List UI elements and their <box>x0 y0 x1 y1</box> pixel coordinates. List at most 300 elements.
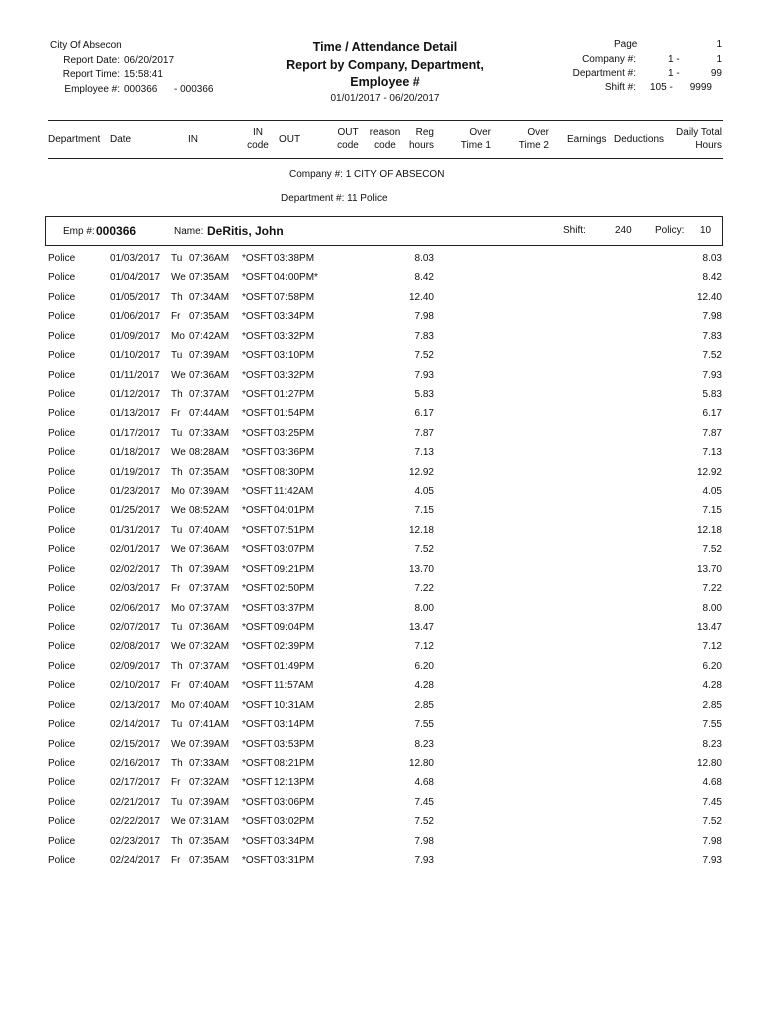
cell-in-code: *OSFT <box>242 816 273 828</box>
cell-in-code: *OSFT <box>242 524 273 536</box>
date-range: 01/01/2017 - 06/20/2017 <box>330 93 440 104</box>
cell-out-time: 07:58PM <box>274 291 315 303</box>
cell-reg-hours: 8.03 <box>414 253 434 264</box>
cell-out-time: 03:10PM <box>274 350 315 362</box>
table-row <box>0 797 768 816</box>
table-row <box>0 758 768 777</box>
cell-department: Police <box>48 660 76 672</box>
cell-reg-hours: 7.45 <box>414 796 434 808</box>
cell-in-time: 08:28AM <box>189 447 230 459</box>
cell-in-code: *OSFT <box>242 330 273 342</box>
cell-day: Tu <box>171 350 183 362</box>
cell-in-code: *OSFT <box>242 427 273 439</box>
cell-date: 01/04/2017 <box>110 272 161 284</box>
cell-day: We <box>171 505 186 517</box>
col-in-code: IN code <box>247 127 269 151</box>
cell-date: 02/06/2017 <box>110 602 161 614</box>
col-overtime-1: Over Time 1 <box>460 127 491 151</box>
employee-header-box <box>45 216 723 246</box>
cell-department: Police <box>48 680 76 692</box>
cell-date: 01/06/2017 <box>110 311 161 323</box>
cell-date: 02/21/2017 <box>110 796 161 808</box>
emp-policy: 10 <box>700 225 712 236</box>
cell-date: 01/05/2017 <box>110 291 161 303</box>
cell-daily-total: 7.52 <box>702 816 722 828</box>
cell-department: Police <box>48 272 76 284</box>
employee-range-to: - 000366 <box>174 84 214 95</box>
cell-in-time: 07:39AM <box>189 563 230 575</box>
cell-in-time: 07:39AM <box>189 796 230 808</box>
cell-in-time: 07:40AM <box>189 524 230 536</box>
cell-in-time: 07:44AM <box>189 408 230 420</box>
cell-date: 01/18/2017 <box>110 447 161 459</box>
cell-in-time: 07:35AM <box>189 466 230 478</box>
cell-out-time: 03:25PM <box>274 427 315 439</box>
cell-out-time: 01:49PM <box>274 660 315 672</box>
cell-day: We <box>171 738 186 750</box>
organization-name: City Of Absecon <box>50 40 122 51</box>
cell-daily-total: 7.22 <box>702 583 722 595</box>
cell-in-code: *OSFT <box>242 505 273 517</box>
shift-range-to: 9999 <box>689 82 712 93</box>
cell-date: 02/07/2017 <box>110 621 161 633</box>
cell-day: Fr <box>171 680 181 692</box>
cell-in-time: 08:52AM <box>189 505 230 517</box>
cell-reg-hours: 12.92 <box>408 466 434 478</box>
cell-date: 02/17/2017 <box>110 777 161 789</box>
cell-date: 02/02/2017 <box>110 563 161 575</box>
cell-in-time: 07:40AM <box>189 699 230 711</box>
cell-reg-hours: 6.20 <box>414 660 434 672</box>
cell-daily-total: 7.52 <box>702 350 722 362</box>
page-number: 1 <box>716 39 722 50</box>
cell-reg-hours: 7.13 <box>414 447 434 459</box>
cell-in-time: 07:31AM <box>189 816 230 828</box>
report-title: Time / Attendance Detail <box>312 40 458 54</box>
cell-date: 02/15/2017 <box>110 738 161 750</box>
cell-department: Police <box>48 777 76 789</box>
cell-department: Police <box>48 369 76 381</box>
table-row <box>0 816 768 835</box>
cell-out-time: 03:53PM <box>274 738 315 750</box>
cell-reg-hours: 7.98 <box>414 835 434 847</box>
cell-in-code: *OSFT <box>242 466 273 478</box>
cell-daily-total: 7.13 <box>702 447 722 459</box>
cell-in-code: *OSFT <box>242 660 273 672</box>
table-row <box>0 505 768 524</box>
cell-reg-hours: 7.52 <box>414 350 434 362</box>
cell-reg-hours: 12.40 <box>408 291 434 303</box>
cell-daily-total: 7.45 <box>702 796 722 808</box>
table-row <box>0 428 768 447</box>
table-row <box>0 622 768 641</box>
cell-daily-total: 12.18 <box>696 524 722 536</box>
cell-out-time: 03:32PM <box>274 330 315 342</box>
cell-daily-total: 7.83 <box>702 330 722 342</box>
col-deductions: Deductions <box>614 134 665 145</box>
company-range-label: Company #: <box>582 54 636 65</box>
cell-in-time: 07:37AM <box>189 583 230 595</box>
company-range-to: 1 <box>716 54 722 65</box>
cell-daily-total: 8.03 <box>702 253 722 264</box>
cell-in-code: *OSFT <box>242 350 273 362</box>
cell-day: Th <box>171 757 183 769</box>
cell-day: We <box>171 816 186 828</box>
cell-department: Police <box>48 757 76 769</box>
table-row <box>0 486 768 505</box>
cell-daily-total: 7.98 <box>702 311 722 323</box>
cell-in-time: 07:32AM <box>189 777 230 789</box>
cell-date: 02/24/2017 <box>110 855 161 867</box>
cell-day: Tu <box>171 427 183 439</box>
col-out: OUT <box>279 134 301 145</box>
cell-reg-hours: 7.55 <box>414 719 434 731</box>
cell-day: Tu <box>171 719 183 731</box>
cell-in-time: 07:37AM <box>189 602 230 614</box>
cell-out-time: 09:04PM <box>274 621 315 633</box>
cell-department: Police <box>48 486 76 498</box>
table-row <box>0 292 768 311</box>
cell-reg-hours: 7.93 <box>414 369 434 381</box>
cell-in-code: *OSFT <box>242 738 273 750</box>
col-reason-code: reason code <box>369 127 401 151</box>
cell-day: Fr <box>171 855 181 867</box>
cell-in-time: 07:39AM <box>189 738 230 750</box>
cell-in-code: *OSFT <box>242 272 273 284</box>
cell-reg-hours: 12.80 <box>408 757 434 769</box>
emp-shift-label: Shift: <box>563 225 586 236</box>
cell-date: 02/01/2017 <box>110 544 161 556</box>
cell-in-time: 07:36AM <box>189 544 230 556</box>
cell-reg-hours: 7.52 <box>414 816 434 828</box>
cell-daily-total: 6.17 <box>702 408 722 420</box>
cell-out-time: 08:21PM <box>274 757 315 769</box>
cell-reg-hours: 7.12 <box>414 641 434 653</box>
cell-date: 01/31/2017 <box>110 524 161 536</box>
cell-daily-total: 6.20 <box>702 660 722 672</box>
cell-in-time: 07:33AM <box>189 757 230 769</box>
emp-name-label: Name: <box>174 226 204 237</box>
col-reg-hours: Reg hours <box>408 127 434 151</box>
cell-in-code: *OSFT <box>242 757 273 769</box>
cell-date: 02/22/2017 <box>110 816 161 828</box>
cell-out-time: 04:01PM <box>274 505 315 517</box>
cell-daily-total: 12.40 <box>696 291 722 303</box>
emp-number: 000366 <box>96 224 137 238</box>
shift-range-from: 105 - <box>650 82 673 93</box>
employee-range-from: 000366 <box>124 84 158 95</box>
page-label: Page <box>614 39 638 50</box>
cell-out-time: 08:30PM <box>274 466 315 478</box>
cell-in-time: 07:36AM <box>189 253 230 264</box>
cell-reg-hours: 4.68 <box>414 777 434 789</box>
col-earnings: Earnings <box>567 134 607 145</box>
cell-date: 02/14/2017 <box>110 719 161 731</box>
table-row <box>0 311 768 330</box>
cell-date: 01/12/2017 <box>110 388 161 400</box>
cell-date: 01/11/2017 <box>110 369 160 381</box>
cell-in-code: *OSFT <box>242 544 273 556</box>
cell-in-code: *OSFT <box>242 699 273 711</box>
cell-day: We <box>171 447 186 459</box>
cell-out-time: 04:00PM* <box>274 272 318 284</box>
cell-daily-total: 7.55 <box>702 719 722 731</box>
col-department: Department <box>48 134 101 145</box>
cell-daily-total: 13.47 <box>696 621 722 633</box>
table-row <box>0 350 768 369</box>
cell-date: 01/03/2017 <box>110 253 161 264</box>
department-range-label: Department #: <box>572 68 636 79</box>
cell-reg-hours: 8.23 <box>414 738 434 750</box>
cell-out-time: 03:31PM <box>274 855 315 867</box>
table-row <box>0 680 768 699</box>
table-row <box>0 661 768 680</box>
cell-day: Tu <box>171 524 183 536</box>
cell-day: We <box>171 544 186 556</box>
cell-out-time: 03:07PM <box>274 544 315 556</box>
cell-department: Police <box>48 816 76 828</box>
report-date: 06/20/2017 <box>124 55 175 66</box>
cell-in-code: *OSFT <box>242 835 273 847</box>
cell-department: Police <box>48 524 76 536</box>
cell-department: Police <box>48 738 76 750</box>
cell-daily-total: 12.92 <box>696 466 722 478</box>
cell-date: 02/13/2017 <box>110 699 161 711</box>
table-row <box>0 583 768 602</box>
cell-in-time: 07:42AM <box>189 330 230 342</box>
cell-reg-hours: 13.47 <box>408 621 434 633</box>
cell-date: 01/17/2017 <box>110 427 161 439</box>
cell-daily-total: 5.83 <box>702 388 722 400</box>
cell-daily-total: 7.93 <box>702 855 722 867</box>
report-date-label: Report Date: <box>63 55 120 66</box>
cell-out-time: 03:32PM <box>274 369 315 381</box>
col-date: Date <box>110 134 132 145</box>
report-subtitle: Report by Company, Department, <box>286 58 484 72</box>
table-row <box>0 739 768 758</box>
cell-in-code: *OSFT <box>242 447 273 459</box>
cell-in-code: *OSFT <box>242 602 273 614</box>
cell-department: Police <box>48 311 76 323</box>
cell-reg-hours: 12.18 <box>408 524 434 536</box>
cell-in-code: *OSFT <box>242 291 273 303</box>
emp-policy-label: Policy: <box>655 225 685 236</box>
table-row <box>0 836 768 855</box>
cell-department: Police <box>48 291 76 303</box>
cell-day: Th <box>171 291 183 303</box>
cell-reg-hours: 7.93 <box>414 855 434 867</box>
cell-daily-total: 7.93 <box>702 369 722 381</box>
table-row <box>0 272 768 291</box>
cell-day: Th <box>171 835 183 847</box>
cell-in-code: *OSFT <box>242 855 273 867</box>
cell-in-time: 07:33AM <box>189 427 230 439</box>
report-subtitle-2: Employee # <box>350 75 420 89</box>
col-daily-total: Daily Total Hours <box>676 127 722 151</box>
cell-in-code: *OSFT <box>242 253 273 264</box>
cell-daily-total: 7.15 <box>702 505 722 517</box>
table-row <box>0 408 768 427</box>
cell-daily-total: 2.85 <box>702 699 722 711</box>
cell-in-time: 07:35AM <box>189 855 230 867</box>
cell-in-time: 07:39AM <box>189 350 230 362</box>
cell-date: 02/10/2017 <box>110 680 161 692</box>
col-in: IN <box>188 134 198 145</box>
cell-in-code: *OSFT <box>242 621 273 633</box>
cell-reg-hours: 7.87 <box>414 427 434 439</box>
cell-reg-hours: 7.98 <box>414 311 434 323</box>
cell-date: 02/03/2017 <box>110 583 161 595</box>
cell-in-time: 07:41AM <box>189 719 230 731</box>
cell-in-code: *OSFT <box>242 311 273 323</box>
cell-out-time: 03:36PM <box>274 447 315 459</box>
company-group-line: Company #: 1 CITY OF ABSECON <box>289 169 445 180</box>
cell-in-code: *OSFT <box>242 486 273 498</box>
cell-in-time: 07:35AM <box>189 272 230 284</box>
cell-in-code: *OSFT <box>242 777 273 789</box>
cell-day: Mo <box>171 699 185 711</box>
cell-reg-hours: 5.83 <box>414 388 434 400</box>
cell-day: Fr <box>171 583 181 595</box>
cell-in-time: 07:36AM <box>189 369 230 381</box>
cell-reg-hours: 7.15 <box>414 505 434 517</box>
cell-daily-total: 7.98 <box>702 835 722 847</box>
col-overtime-2: Over Time 2 <box>518 127 549 151</box>
cell-out-time: 11:42AM <box>274 486 314 498</box>
cell-department: Police <box>48 641 76 653</box>
cell-out-time: 10:31AM <box>274 699 315 711</box>
cell-in-time: 07:35AM <box>189 311 230 323</box>
cell-out-time: 03:37PM <box>274 602 315 614</box>
department-range-from: 1 - <box>668 68 680 79</box>
department-group-line: Department #: 11 Police <box>281 193 388 204</box>
cell-department: Police <box>48 621 76 633</box>
cell-day: Mo <box>171 486 185 498</box>
cell-date: 01/23/2017 <box>110 486 161 498</box>
cell-date: 01/09/2017 <box>110 330 161 342</box>
cell-day: Fr <box>171 311 181 323</box>
cell-daily-total: 8.42 <box>702 272 722 284</box>
cell-in-time: 07:32AM <box>189 641 230 653</box>
emp-shift: 240 <box>615 225 632 236</box>
cell-department: Police <box>48 330 76 342</box>
table-row <box>0 525 768 544</box>
cell-in-code: *OSFT <box>242 369 273 381</box>
cell-day: Th <box>171 388 183 400</box>
cell-in-time: 07:37AM <box>189 660 230 672</box>
header-top-rule <box>48 120 723 121</box>
cell-reg-hours: 8.42 <box>414 272 434 284</box>
cell-day: We <box>171 369 186 381</box>
cell-in-code: *OSFT <box>242 583 273 595</box>
cell-reg-hours: 7.83 <box>414 330 434 342</box>
cell-department: Police <box>48 350 76 362</box>
cell-out-time: 02:50PM <box>274 583 315 595</box>
cell-reg-hours: 8.00 <box>414 602 434 614</box>
cell-day: Tu <box>171 796 183 808</box>
employee-range-label: Employee #: <box>64 84 120 95</box>
cell-out-time: 01:27PM <box>274 388 315 400</box>
cell-in-code: *OSFT <box>242 680 273 692</box>
cell-out-time: 11:57AM <box>274 680 314 692</box>
cell-date: 01/25/2017 <box>110 505 161 517</box>
cell-in-code: *OSFT <box>242 796 273 808</box>
cell-daily-total: 13.70 <box>696 563 722 575</box>
table-row <box>0 544 768 563</box>
cell-reg-hours: 7.52 <box>414 544 434 556</box>
cell-department: Police <box>48 447 76 459</box>
cell-reg-hours: 6.17 <box>414 408 434 420</box>
cell-out-time: 03:06PM <box>274 796 315 808</box>
cell-out-time: 03:14PM <box>274 719 315 731</box>
cell-department: Police <box>48 427 76 439</box>
cell-department: Police <box>48 583 76 595</box>
cell-department: Police <box>48 253 76 264</box>
cell-in-time: 07:34AM <box>189 291 230 303</box>
table-row <box>0 331 768 350</box>
cell-day: Tu <box>171 253 183 264</box>
cell-day: Fr <box>171 408 181 420</box>
cell-in-time: 07:35AM <box>189 835 230 847</box>
shift-range-label: Shift #: <box>604 82 636 93</box>
table-row <box>0 603 768 622</box>
table-row <box>0 564 768 583</box>
cell-daily-total: 8.23 <box>702 738 722 750</box>
cell-department: Police <box>48 796 76 808</box>
report-time-label: Report Time: <box>62 69 120 80</box>
cell-reg-hours: 2.85 <box>414 699 434 711</box>
cell-date: 01/10/2017 <box>110 350 161 362</box>
table-row <box>0 447 768 466</box>
cell-date: 02/23/2017 <box>110 835 161 847</box>
cell-out-time: 03:38PM <box>274 253 315 264</box>
cell-day: Fr <box>171 777 181 789</box>
cell-out-time: 07:51PM <box>274 524 315 536</box>
cell-department: Police <box>48 563 76 575</box>
cell-daily-total: 4.28 <box>702 680 722 692</box>
cell-department: Police <box>48 388 76 400</box>
cell-out-time: 01:54PM <box>274 408 315 420</box>
cell-daily-total: 4.05 <box>702 486 722 498</box>
cell-reg-hours: 4.05 <box>414 486 434 498</box>
cell-day: Th <box>171 466 183 478</box>
cell-out-time: 09:21PM <box>274 563 315 575</box>
cell-day: Th <box>171 660 183 672</box>
report-time: 15:58:41 <box>124 69 163 80</box>
cell-in-time: 07:40AM <box>189 680 230 692</box>
table-row <box>0 370 768 389</box>
cell-day: Mo <box>171 602 185 614</box>
cell-department: Police <box>48 835 76 847</box>
header-bottom-rule <box>48 158 723 159</box>
cell-day: Th <box>171 563 183 575</box>
cell-department: Police <box>48 466 76 478</box>
table-row <box>0 641 768 660</box>
cell-day: Tu <box>171 621 183 633</box>
cell-out-time: 02:39PM <box>274 641 315 653</box>
cell-in-code: *OSFT <box>242 641 273 653</box>
cell-department: Police <box>48 602 76 614</box>
cell-department: Police <box>48 699 76 711</box>
table-row <box>0 467 768 486</box>
cell-in-time: 07:39AM <box>189 486 230 498</box>
table-row <box>0 719 768 738</box>
cell-in-code: *OSFT <box>242 563 273 575</box>
cell-date: 02/08/2017 <box>110 641 161 653</box>
cell-in-time: 07:37AM <box>189 388 230 400</box>
cell-department: Police <box>48 505 76 517</box>
cell-date: 01/19/2017 <box>110 466 161 478</box>
